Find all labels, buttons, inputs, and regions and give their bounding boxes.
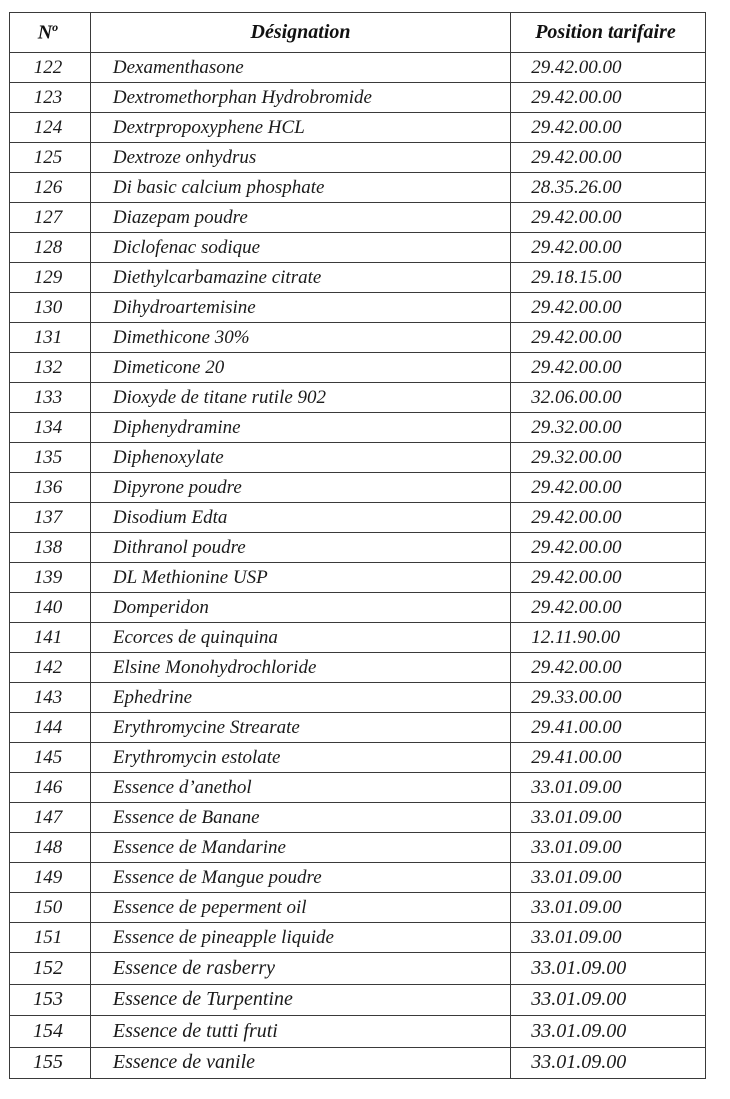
table-row <box>10 383 706 413</box>
header-designation: Désignation <box>90 13 510 53</box>
row-number: 148 <box>10 833 91 863</box>
row-designation: Disodium Edta <box>90 503 510 533</box>
row-position: 29.42.00.00 <box>511 53 706 83</box>
row-position: 29.42.00.00 <box>511 653 706 683</box>
header-row <box>10 13 706 53</box>
row-position: 29.42.00.00 <box>511 83 706 113</box>
row-position: 33.01.09.00 <box>511 1016 706 1048</box>
table-row <box>10 443 706 473</box>
row-designation: Di basic calcium phosphate <box>90 173 510 203</box>
row-position: 33.01.09.00 <box>511 863 706 893</box>
table-row <box>10 1016 706 1048</box>
row-designation: Essence de Mandarine <box>90 833 510 863</box>
row-number: 128 <box>10 233 91 263</box>
row-designation: Dioxyde de titane rutile 902 <box>90 383 510 413</box>
row-number: 155 <box>10 1047 91 1079</box>
table-row <box>10 563 706 593</box>
table-row <box>10 293 706 323</box>
row-designation: Essence de Banane <box>90 803 510 833</box>
row-number: 134 <box>10 413 91 443</box>
row-designation: Essence de Mangue poudre <box>90 863 510 893</box>
row-position: 29.42.00.00 <box>511 503 706 533</box>
table-row <box>10 833 706 863</box>
row-designation: Dimeticone 20 <box>90 353 510 383</box>
row-designation: Ecorces de quinquina <box>90 623 510 653</box>
row-position: 29.42.00.00 <box>511 323 706 353</box>
row-number: 140 <box>10 593 91 623</box>
table-row <box>10 143 706 173</box>
row-number: 145 <box>10 743 91 773</box>
table-row <box>10 173 706 203</box>
row-designation: Essence de pineapple liquide <box>90 923 510 953</box>
table-row <box>10 53 706 83</box>
row-number: 123 <box>10 83 91 113</box>
row-designation: Diethylcarbamazine citrate <box>90 263 510 293</box>
row-number: 136 <box>10 473 91 503</box>
row-number: 153 <box>10 984 91 1016</box>
row-number: 147 <box>10 803 91 833</box>
header-number <box>10 13 91 53</box>
row-designation: Essence d’anethol <box>90 773 510 803</box>
row-designation: Dextroze onhydrus <box>90 143 510 173</box>
row-number: 146 <box>10 773 91 803</box>
row-number: 143 <box>10 683 91 713</box>
row-position: 33.01.09.00 <box>511 1047 706 1079</box>
row-number: 142 <box>10 653 91 683</box>
row-number: 124 <box>10 113 91 143</box>
row-designation: Essence de tutti fruti <box>90 1016 510 1048</box>
row-number: 141 <box>10 623 91 653</box>
row-position: 29.42.00.00 <box>511 293 706 323</box>
table-row <box>10 863 706 893</box>
table-row <box>10 83 706 113</box>
row-position: 12.11.90.00 <box>511 623 706 653</box>
table-row <box>10 203 706 233</box>
row-number: 149 <box>10 863 91 893</box>
header-position: Position tarifaire <box>511 13 706 53</box>
row-position: 33.01.09.00 <box>511 953 706 985</box>
table-row <box>10 353 706 383</box>
row-number: 133 <box>10 383 91 413</box>
header-number-sup: o <box>52 20 59 35</box>
row-position: 29.42.00.00 <box>511 143 706 173</box>
row-designation: Essence de rasberry <box>90 953 510 985</box>
table-row <box>10 113 706 143</box>
table-row <box>10 953 706 985</box>
table-row <box>10 233 706 263</box>
table-row <box>10 473 706 503</box>
table-row <box>10 683 706 713</box>
row-number: 131 <box>10 323 91 353</box>
row-position: 33.01.09.00 <box>511 833 706 863</box>
row-number: 129 <box>10 263 91 293</box>
row-position: 29.42.00.00 <box>511 473 706 503</box>
row-position: 33.01.09.00 <box>511 984 706 1016</box>
row-number: 137 <box>10 503 91 533</box>
table-row <box>10 743 706 773</box>
row-number: 122 <box>10 53 91 83</box>
row-designation: Essence de Turpentine <box>90 984 510 1016</box>
row-position: 32.06.00.00 <box>511 383 706 413</box>
row-designation: Erythromycine Strearate <box>90 713 510 743</box>
row-position: 29.33.00.00 <box>511 683 706 713</box>
row-designation: DL Methionine USP <box>90 563 510 593</box>
row-number: 127 <box>10 203 91 233</box>
table-row <box>10 653 706 683</box>
table-row <box>10 893 706 923</box>
row-number: 130 <box>10 293 91 323</box>
table-row <box>10 323 706 353</box>
table-body <box>10 53 706 1079</box>
row-position: 29.41.00.00 <box>511 713 706 743</box>
row-position: 29.42.00.00 <box>511 533 706 563</box>
row-designation: Dihydroartemisine <box>90 293 510 323</box>
table-row <box>10 263 706 293</box>
row-designation: Dipyrone poudre <box>90 473 510 503</box>
table-row <box>10 773 706 803</box>
row-number: 126 <box>10 173 91 203</box>
row-designation: Dithranol poudre <box>90 533 510 563</box>
table-row <box>10 713 706 743</box>
row-designation: Domperidon <box>90 593 510 623</box>
row-designation: Diazepam poudre <box>90 203 510 233</box>
row-position: 29.42.00.00 <box>511 113 706 143</box>
row-position: 29.41.00.00 <box>511 743 706 773</box>
row-position: 29.42.00.00 <box>511 203 706 233</box>
row-designation: Dextromethorphan Hydrobromide <box>90 83 510 113</box>
row-designation: Diphenoxylate <box>90 443 510 473</box>
table-row <box>10 803 706 833</box>
tariff-table <box>9 12 706 1079</box>
table-row <box>10 413 706 443</box>
row-designation: Dimethicone 30% <box>90 323 510 353</box>
row-position: 33.01.09.00 <box>511 923 706 953</box>
table-row <box>10 984 706 1016</box>
table-row <box>10 533 706 563</box>
row-number: 154 <box>10 1016 91 1048</box>
row-position: 29.32.00.00 <box>511 443 706 473</box>
row-number: 125 <box>10 143 91 173</box>
row-position: 29.18.15.00 <box>511 263 706 293</box>
row-position: 28.35.26.00 <box>511 173 706 203</box>
row-number: 132 <box>10 353 91 383</box>
row-designation: Elsine Monohydrochloride <box>90 653 510 683</box>
row-designation: Essence de peperment oil <box>90 893 510 923</box>
row-position: 29.42.00.00 <box>511 233 706 263</box>
row-designation: Essence de vanile <box>90 1047 510 1079</box>
row-position: 29.42.00.00 <box>511 563 706 593</box>
row-designation: Ephedrine <box>90 683 510 713</box>
row-position: 29.32.00.00 <box>511 413 706 443</box>
row-position: 29.42.00.00 <box>511 353 706 383</box>
row-designation: Dextrpropoxyphene HCL <box>90 113 510 143</box>
row-designation: Diphenydramine <box>90 413 510 443</box>
row-position: 33.01.09.00 <box>511 893 706 923</box>
row-designation: Erythromycin estolate <box>90 743 510 773</box>
row-number: 151 <box>10 923 91 953</box>
row-number: 135 <box>10 443 91 473</box>
table-row <box>10 503 706 533</box>
table-row <box>10 1047 706 1079</box>
row-number: 139 <box>10 563 91 593</box>
table-row <box>10 923 706 953</box>
row-designation: Diclofenac sodique <box>90 233 510 263</box>
row-number: 138 <box>10 533 91 563</box>
table-row <box>10 623 706 653</box>
table-row <box>10 593 706 623</box>
row-number: 150 <box>10 893 91 923</box>
row-position: 33.01.09.00 <box>511 773 706 803</box>
row-position: 33.01.09.00 <box>511 803 706 833</box>
row-number: 144 <box>10 713 91 743</box>
row-designation: Dexamenthasone <box>90 53 510 83</box>
header-number-main: N <box>37 21 53 44</box>
row-position: 29.42.00.00 <box>511 593 706 623</box>
row-number: 152 <box>10 953 91 985</box>
